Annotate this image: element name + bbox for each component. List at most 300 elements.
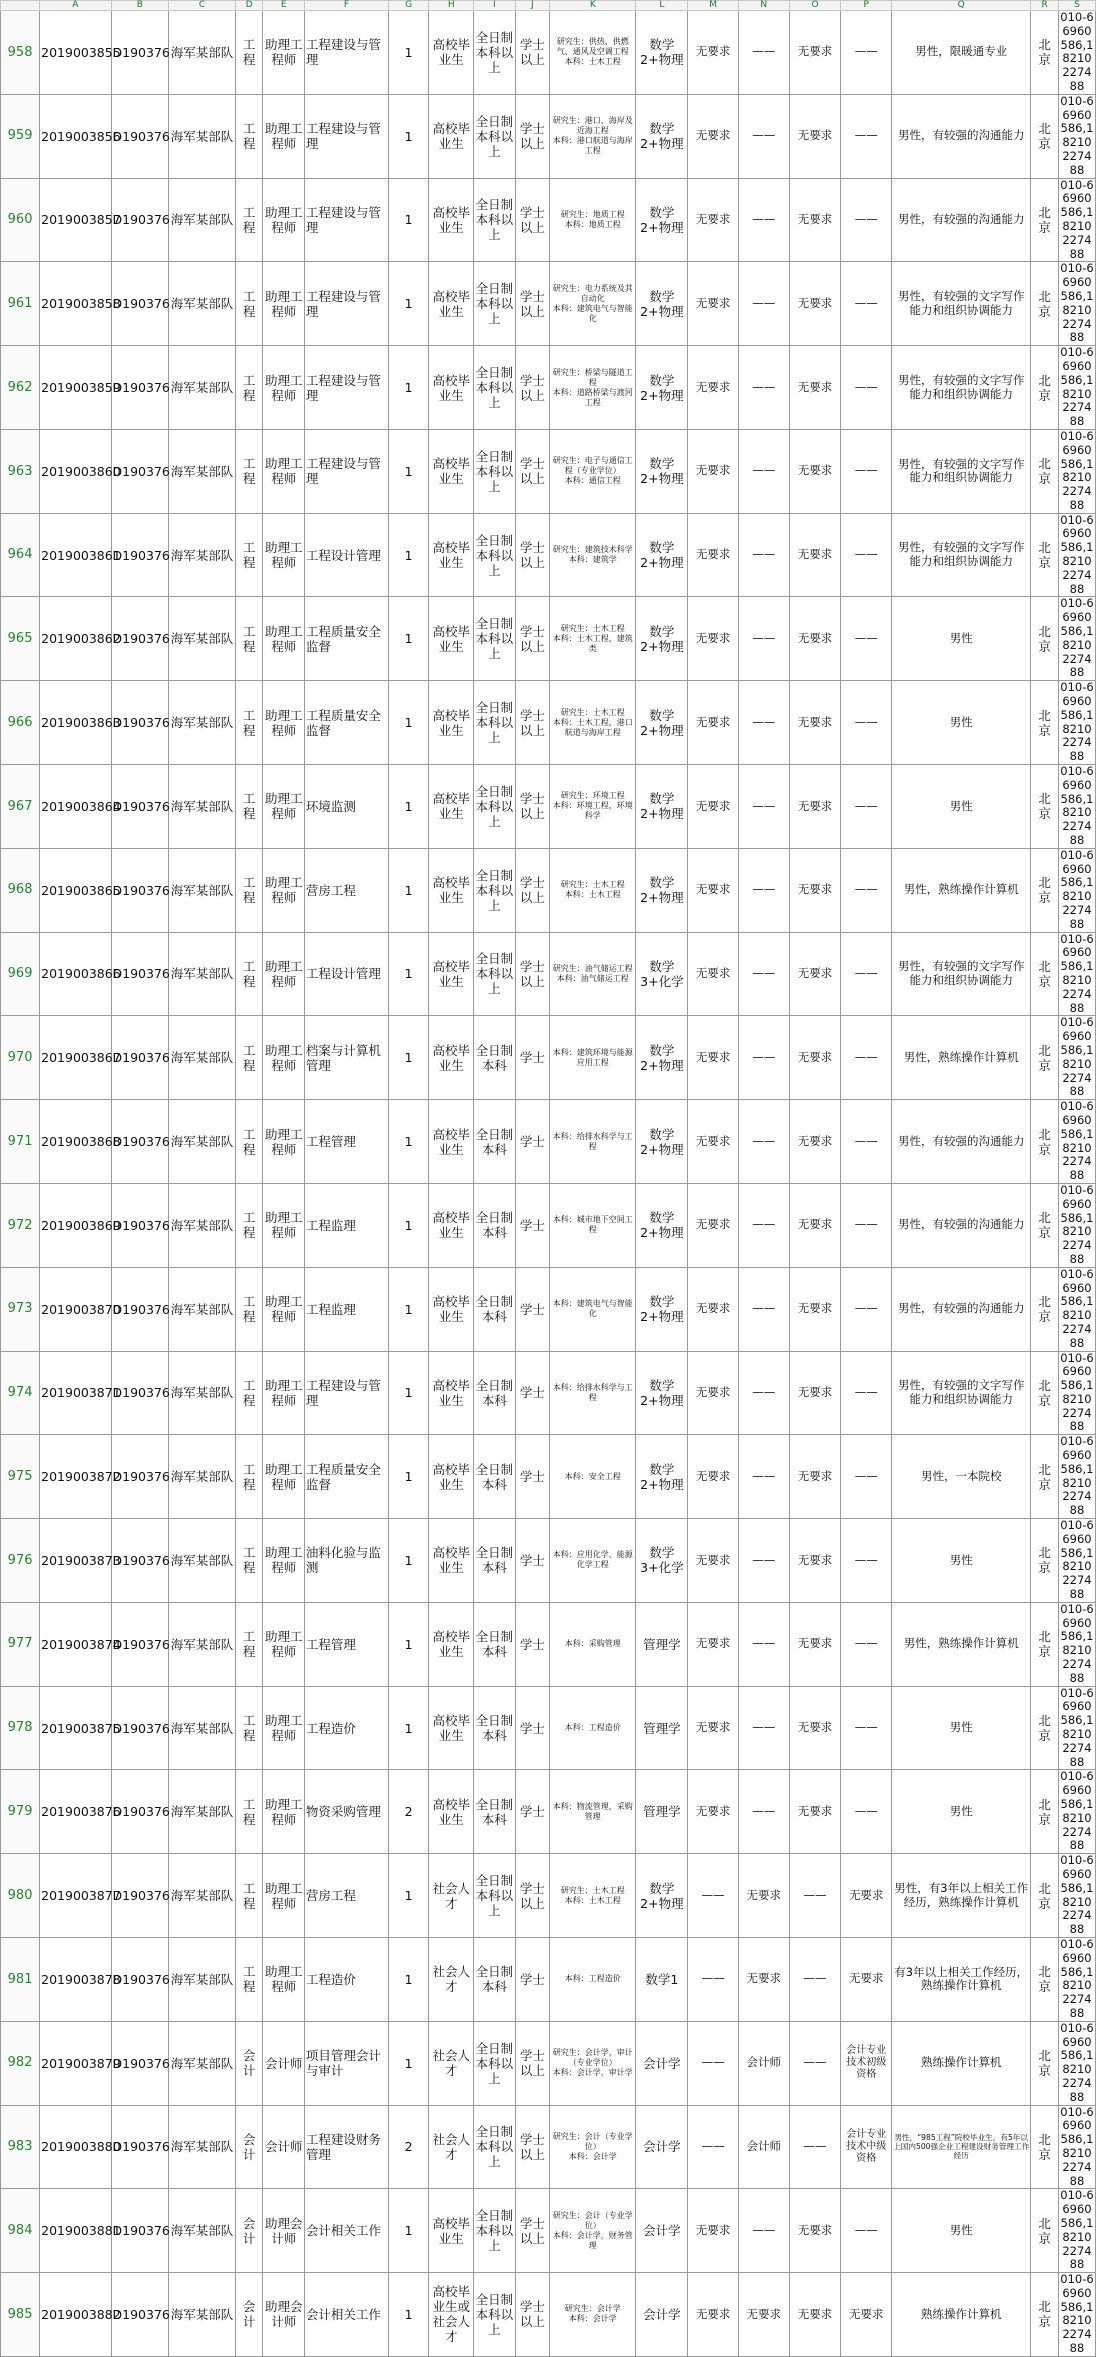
degree-cell[interactable]: 学士 bbox=[515, 1770, 550, 1854]
exam-subject-cell[interactable]: 数学2+物理 bbox=[636, 1435, 688, 1519]
position-code-cell[interactable]: 2019003874 bbox=[40, 1602, 111, 1686]
requirement-m-cell[interactable]: 无要求 bbox=[688, 1686, 739, 1770]
column-header[interactable]: H bbox=[429, 1, 474, 11]
position-name-cell[interactable]: 环境监测 bbox=[304, 765, 388, 849]
unit-code-cell[interactable]: D190376 bbox=[111, 1435, 169, 1519]
requirement-p-cell[interactable]: —— bbox=[841, 429, 892, 513]
phone-cell[interactable]: 010-66960586,18210227488 bbox=[1060, 1182, 1094, 1266]
candidate-source-cell[interactable]: 高校毕业生 bbox=[429, 2189, 474, 2273]
requirement-n-cell[interactable]: 无要求 bbox=[738, 1937, 789, 2021]
position-code-cell[interactable]: 2019003856 bbox=[40, 94, 111, 178]
requirement-p-cell[interactable]: —— bbox=[841, 1686, 892, 1770]
requirement-m-cell[interactable]: 无要求 bbox=[688, 2189, 739, 2273]
requirement-m-cell[interactable]: 无要求 bbox=[688, 1183, 739, 1267]
requirement-p-cell[interactable]: —— bbox=[841, 2189, 892, 2273]
unit-code-cell[interactable]: D190376 bbox=[111, 932, 169, 1016]
requirement-m-cell[interactable]: 无要求 bbox=[688, 765, 739, 849]
degree-cell[interactable]: 学士以上 bbox=[515, 2189, 550, 2273]
candidate-source-cell[interactable]: 高校毕业生 bbox=[429, 178, 474, 262]
candidate-source-cell[interactable]: 高校毕业生 bbox=[429, 1519, 474, 1603]
phone-cell[interactable]: 010-66960586,18210227488 bbox=[1060, 847, 1094, 931]
unit-code-cell[interactable]: D190376 bbox=[111, 1770, 169, 1854]
requirement-m-cell[interactable]: 无要求 bbox=[688, 2273, 739, 2357]
education-cell[interactable]: 全日制本科 bbox=[474, 1267, 515, 1351]
phone-cell[interactable]: 010-66960586,18210227488 bbox=[1060, 1936, 1094, 2020]
phone-cell[interactable]: 010-66960586,18210227488 bbox=[1060, 177, 1094, 261]
row-number-cell[interactable]: 980 bbox=[1, 1854, 40, 1938]
remark-cell[interactable]: 男性 bbox=[892, 1686, 1031, 1770]
phone-cell[interactable]: 010-66960586,18210227488 bbox=[1060, 596, 1094, 680]
column-header[interactable]: G bbox=[388, 1, 428, 11]
unit-code-cell[interactable]: D190376 bbox=[111, 513, 169, 597]
candidate-source-cell[interactable]: 高校毕业生 bbox=[429, 932, 474, 1016]
requirement-p-cell[interactable]: —— bbox=[841, 1267, 892, 1351]
major-cell[interactable]: 研究生：土木工程 本科：土木工程 bbox=[550, 848, 636, 932]
requirement-o-cell[interactable]: 无要求 bbox=[789, 1770, 841, 1854]
education-cell[interactable]: 全日制本科 bbox=[474, 1100, 515, 1184]
job-title-cell[interactable]: 助理工程师 bbox=[263, 1267, 304, 1351]
position-name-cell[interactable]: 项目管理会计与审计 bbox=[304, 2021, 388, 2105]
headcount-cell[interactable]: 1 bbox=[388, 1351, 428, 1435]
column-header[interactable]: A bbox=[40, 1, 111, 11]
requirement-n-cell[interactable]: —— bbox=[738, 597, 789, 681]
headcount-cell[interactable]: 1 bbox=[388, 848, 428, 932]
remark-cell[interactable]: 男性，“985工程”院校毕业生，有5年以上国内500强企业工程建设财务管理工作经历 bbox=[892, 2105, 1031, 2189]
degree-cell[interactable]: 学士以上 bbox=[515, 11, 550, 95]
row-number-cell[interactable]: 967 bbox=[1, 765, 40, 849]
position-code-cell[interactable]: 2019003862 bbox=[40, 597, 111, 681]
candidate-source-cell[interactable]: 高校毕业生 bbox=[429, 1267, 474, 1351]
exam-subject-cell[interactable]: 数学2+物理 bbox=[636, 1267, 688, 1351]
requirement-o-cell[interactable]: 无要求 bbox=[789, 681, 841, 765]
requirement-m-cell[interactable]: 无要求 bbox=[688, 848, 739, 932]
requirement-m-cell[interactable]: 无要求 bbox=[688, 1100, 739, 1184]
requirement-m-cell[interactable]: 无要求 bbox=[688, 11, 739, 95]
education-cell[interactable]: 全日制本科以上 bbox=[474, 429, 515, 513]
headcount-cell[interactable]: 1 bbox=[388, 2273, 428, 2357]
job-title-cell[interactable]: 助理工程师 bbox=[263, 1937, 304, 2021]
remark-cell[interactable]: 男性 bbox=[892, 765, 1031, 849]
requirement-n-cell[interactable]: —— bbox=[738, 1351, 789, 1435]
row-number-cell[interactable]: 972 bbox=[1, 1183, 40, 1267]
exam-subject-cell[interactable]: 数学2+物理 bbox=[636, 513, 688, 597]
department-cell[interactable]: 海军某部队 bbox=[169, 597, 236, 681]
department-cell[interactable]: 海军某部队 bbox=[169, 1686, 236, 1770]
phone-cell[interactable]: 010-66960586,18210227488 bbox=[1060, 2020, 1094, 2104]
location-cell[interactable]: 北京 bbox=[1031, 429, 1059, 513]
education-cell[interactable]: 全日制本科 bbox=[474, 1686, 515, 1770]
requirement-p-cell[interactable]: —— bbox=[841, 1435, 892, 1519]
major-cell[interactable]: 研究生：会计学 本科：会计学 bbox=[550, 2273, 636, 2357]
exam-subject-cell[interactable]: 数学2+物理 bbox=[636, 765, 688, 849]
headcount-cell[interactable]: 1 bbox=[388, 1100, 428, 1184]
phone-cell[interactable]: 010-66960586,18210227488 bbox=[1060, 764, 1094, 848]
unit-code-cell[interactable]: D190376 bbox=[111, 1267, 169, 1351]
candidate-source-cell[interactable]: 社会人才 bbox=[429, 1854, 474, 1938]
department-cell[interactable]: 海军某部队 bbox=[169, 262, 236, 346]
position-name-cell[interactable]: 工程建设与管理 bbox=[304, 11, 388, 95]
location-cell[interactable]: 北京 bbox=[1031, 1602, 1059, 1686]
education-cell[interactable]: 全日制本科以上 bbox=[474, 2273, 515, 2357]
candidate-source-cell[interactable]: 高校毕业生 bbox=[429, 429, 474, 513]
candidate-source-cell[interactable]: 高校毕业生 bbox=[429, 1686, 474, 1770]
remark-cell[interactable]: 男性，熟练操作计算机 bbox=[892, 848, 1031, 932]
unit-code-cell[interactable]: D190376 bbox=[111, 848, 169, 932]
column-header[interactable]: J bbox=[515, 1, 550, 11]
category-cell[interactable]: 工程 bbox=[235, 765, 263, 849]
position-name-cell[interactable]: 物资采购管理 bbox=[304, 1770, 388, 1854]
row-number-cell[interactable]: 962 bbox=[1, 346, 40, 430]
headcount-cell[interactable]: 2 bbox=[388, 2105, 428, 2189]
location-cell[interactable]: 北京 bbox=[1031, 1016, 1059, 1100]
location-cell[interactable]: 北京 bbox=[1031, 681, 1059, 765]
category-cell[interactable]: 会计 bbox=[235, 2105, 263, 2189]
requirement-m-cell[interactable]: —— bbox=[688, 2105, 739, 2189]
row-number-cell[interactable]: 969 bbox=[1, 932, 40, 1016]
department-cell[interactable]: 海军某部队 bbox=[169, 2021, 236, 2105]
category-cell[interactable]: 工程 bbox=[235, 11, 263, 95]
requirement-n-cell[interactable]: —— bbox=[738, 1016, 789, 1100]
requirement-p-cell[interactable]: —— bbox=[841, 932, 892, 1016]
unit-code-cell[interactable]: D190376 bbox=[111, 262, 169, 346]
requirement-p-cell[interactable]: 会计专业技术初级资格 bbox=[841, 2021, 892, 2105]
exam-subject-cell[interactable]: 数学2+物理 bbox=[636, 1854, 688, 1938]
major-cell[interactable]: 研究生：桥梁与隧道工程 本科：道路桥梁与渡河工程 bbox=[550, 346, 636, 430]
row-number-cell[interactable]: 958 bbox=[1, 11, 40, 95]
category-cell[interactable]: 工程 bbox=[235, 178, 263, 262]
major-cell[interactable]: 本科：物流管理，采购管理 bbox=[550, 1770, 636, 1854]
location-cell[interactable]: 北京 bbox=[1031, 262, 1059, 346]
job-title-cell[interactable]: 助理工程师 bbox=[263, 765, 304, 849]
row-number-cell[interactable]: 985 bbox=[1, 2273, 40, 2357]
education-cell[interactable]: 全日制本科以上 bbox=[474, 2105, 515, 2189]
category-cell[interactable]: 工程 bbox=[235, 262, 263, 346]
remark-cell[interactable]: 男性，熟练操作计算机 bbox=[892, 1602, 1031, 1686]
job-title-cell[interactable]: 助理工程师 bbox=[263, 429, 304, 513]
major-cell[interactable]: 本科：给排水科学与工程 bbox=[550, 1100, 636, 1184]
requirement-p-cell[interactable]: —— bbox=[841, 1602, 892, 1686]
education-cell[interactable]: 全日制本科 bbox=[474, 1183, 515, 1267]
headcount-cell[interactable]: 1 bbox=[388, 1435, 428, 1519]
major-cell[interactable]: 研究生：供热、供燃气、通风及空调工程 本科：土木工程 bbox=[550, 11, 636, 95]
degree-cell[interactable]: 学士以上 bbox=[515, 681, 550, 765]
department-cell[interactable]: 海军某部队 bbox=[169, 681, 236, 765]
requirement-n-cell[interactable]: —— bbox=[738, 1770, 789, 1854]
headcount-cell[interactable]: 1 bbox=[388, 262, 428, 346]
remark-cell[interactable]: 男性 bbox=[892, 2189, 1031, 2273]
row-number-cell[interactable]: 959 bbox=[1, 94, 40, 178]
category-cell[interactable]: 工程 bbox=[235, 848, 263, 932]
degree-cell[interactable]: 学士以上 bbox=[515, 2105, 550, 2189]
category-cell[interactable]: 工程 bbox=[235, 1686, 263, 1770]
requirement-m-cell[interactable]: 无要求 bbox=[688, 681, 739, 765]
major-cell[interactable]: 研究生：会计（专业学位） 本科：会计学，财务管理 bbox=[550, 2189, 636, 2273]
headcount-cell[interactable]: 2 bbox=[388, 1770, 428, 1854]
phone-cell[interactable]: 010-66960586,18210227488 bbox=[1060, 1266, 1094, 1350]
requirement-p-cell[interactable]: 无要求 bbox=[841, 2273, 892, 2357]
education-cell[interactable]: 全日制本科 bbox=[474, 1770, 515, 1854]
degree-cell[interactable]: 学士 bbox=[515, 1183, 550, 1267]
location-cell[interactable]: 北京 bbox=[1031, 1435, 1059, 1519]
headcount-cell[interactable]: 1 bbox=[388, 597, 428, 681]
exam-subject-cell[interactable]: 数学1 bbox=[636, 1937, 688, 2021]
job-title-cell[interactable]: 助理工程师 bbox=[263, 1435, 304, 1519]
requirement-o-cell[interactable]: 无要求 bbox=[789, 1435, 841, 1519]
unit-code-cell[interactable]: D190376 bbox=[111, 765, 169, 849]
education-cell[interactable]: 全日制本科 bbox=[474, 1602, 515, 1686]
position-name-cell[interactable]: 工程质量安全监督 bbox=[304, 597, 388, 681]
candidate-source-cell[interactable]: 高校毕业生 bbox=[429, 94, 474, 178]
remark-cell[interactable]: 男性 bbox=[892, 681, 1031, 765]
category-cell[interactable]: 工程 bbox=[235, 513, 263, 597]
degree-cell[interactable]: 学士 bbox=[515, 1602, 550, 1686]
major-cell[interactable]: 研究生：油气储运工程 本科：油气储运工程 bbox=[550, 932, 636, 1016]
requirement-n-cell[interactable]: —— bbox=[738, 346, 789, 430]
position-name-cell[interactable]: 工程管理 bbox=[304, 1100, 388, 1184]
position-name-cell[interactable]: 工程建设与管理 bbox=[304, 346, 388, 430]
phone-cell[interactable]: 010-66960586,18210227488 bbox=[1060, 1685, 1094, 1769]
requirement-m-cell[interactable]: 无要求 bbox=[688, 94, 739, 178]
phone-cell[interactable]: 010-66960586,18210227488 bbox=[1060, 1518, 1094, 1602]
candidate-source-cell[interactable]: 高校毕业生 bbox=[429, 848, 474, 932]
candidate-source-cell[interactable]: 高校毕业生或社会人才 bbox=[429, 2273, 474, 2357]
requirement-m-cell[interactable]: 无要求 bbox=[688, 932, 739, 1016]
unit-code-cell[interactable]: D190376 bbox=[111, 1016, 169, 1100]
requirement-o-cell[interactable]: 无要求 bbox=[789, 1686, 841, 1770]
exam-subject-cell[interactable]: 数学2+物理 bbox=[636, 681, 688, 765]
category-cell[interactable]: 工程 bbox=[235, 597, 263, 681]
degree-cell[interactable]: 学士 bbox=[515, 1351, 550, 1435]
unit-code-cell[interactable]: D190376 bbox=[111, 11, 169, 95]
position-name-cell[interactable]: 工程监理 bbox=[304, 1267, 388, 1351]
requirement-n-cell[interactable]: —— bbox=[738, 681, 789, 765]
major-cell[interactable]: 研究生：电力系统及其自动化 本科：建筑电气与智能化 bbox=[550, 262, 636, 346]
major-cell[interactable]: 本科：采购管理 bbox=[550, 1602, 636, 1686]
requirement-p-cell[interactable]: —— bbox=[841, 262, 892, 346]
location-cell[interactable]: 北京 bbox=[1031, 1519, 1059, 1603]
education-cell[interactable]: 全日制本科以上 bbox=[474, 848, 515, 932]
column-header[interactable]: L bbox=[636, 1, 688, 11]
column-header[interactable]: R bbox=[1031, 1, 1059, 11]
candidate-source-cell[interactable]: 高校毕业生 bbox=[429, 513, 474, 597]
row-number-cell[interactable]: 976 bbox=[1, 1519, 40, 1603]
position-name-cell[interactable]: 工程设计管理 bbox=[304, 932, 388, 1016]
major-cell[interactable]: 本科：建筑环境与能源应用工程 bbox=[550, 1016, 636, 1100]
remark-cell[interactable]: 男性，有较强的文字写作能力和组织协调能力 bbox=[892, 429, 1031, 513]
job-title-cell[interactable]: 助理工程师 bbox=[263, 178, 304, 262]
requirement-p-cell[interactable]: 无要求 bbox=[841, 1937, 892, 2021]
candidate-source-cell[interactable]: 社会人才 bbox=[429, 2021, 474, 2105]
column-header[interactable]: D bbox=[235, 1, 263, 11]
location-cell[interactable]: 北京 bbox=[1031, 1854, 1059, 1938]
department-cell[interactable]: 海军某部队 bbox=[169, 1267, 236, 1351]
position-code-cell[interactable]: 2019003880 bbox=[40, 2105, 111, 2189]
job-title-cell[interactable]: 助理工程师 bbox=[263, 597, 304, 681]
requirement-o-cell[interactable]: 无要求 bbox=[789, 346, 841, 430]
exam-subject-cell[interactable]: 数学3+化学 bbox=[636, 932, 688, 1016]
row-number-cell[interactable]: 984 bbox=[1, 2189, 40, 2273]
position-code-cell[interactable]: 2019003863 bbox=[40, 681, 111, 765]
degree-cell[interactable]: 学士 bbox=[515, 1100, 550, 1184]
unit-code-cell[interactable]: D190376 bbox=[111, 178, 169, 262]
position-name-cell[interactable]: 工程质量安全监督 bbox=[304, 1435, 388, 1519]
position-code-cell[interactable]: 2019003859 bbox=[40, 346, 111, 430]
requirement-o-cell[interactable]: —— bbox=[789, 1937, 841, 2021]
phone-cell[interactable]: 010-66960586,18210227488 bbox=[1060, 680, 1094, 764]
exam-subject-cell[interactable]: 会计学 bbox=[636, 2189, 688, 2273]
requirement-o-cell[interactable]: 无要求 bbox=[789, 932, 841, 1016]
requirement-n-cell[interactable]: —— bbox=[738, 513, 789, 597]
candidate-source-cell[interactable]: 高校毕业生 bbox=[429, 1602, 474, 1686]
education-cell[interactable]: 全日制本科 bbox=[474, 1937, 515, 2021]
category-cell[interactable]: 会计 bbox=[235, 2189, 263, 2273]
phone-cell[interactable]: 010-66960586,18210227488 bbox=[1060, 428, 1094, 512]
education-cell[interactable]: 全日制本科 bbox=[474, 1351, 515, 1435]
major-cell[interactable]: 研究生：港口、海岸及近海工程 本科：港口航道与海岸工程 bbox=[550, 94, 636, 178]
unit-code-cell[interactable]: D190376 bbox=[111, 1519, 169, 1603]
candidate-source-cell[interactable]: 社会人才 bbox=[429, 2105, 474, 2189]
candidate-source-cell[interactable]: 高校毕业生 bbox=[429, 681, 474, 765]
headcount-cell[interactable]: 1 bbox=[388, 681, 428, 765]
education-cell[interactable]: 全日制本科以上 bbox=[474, 94, 515, 178]
category-cell[interactable]: 工程 bbox=[235, 429, 263, 513]
location-cell[interactable]: 北京 bbox=[1031, 1686, 1059, 1770]
location-cell[interactable]: 北京 bbox=[1031, 1351, 1059, 1435]
degree-cell[interactable]: 学士以上 bbox=[515, 765, 550, 849]
requirement-o-cell[interactable]: 无要求 bbox=[789, 765, 841, 849]
requirement-o-cell[interactable]: 无要求 bbox=[789, 11, 841, 95]
column-header[interactable]: M bbox=[688, 1, 739, 11]
requirement-n-cell[interactable]: 会计师 bbox=[738, 2021, 789, 2105]
requirement-n-cell[interactable]: —— bbox=[738, 1100, 789, 1184]
category-cell[interactable]: 工程 bbox=[235, 1100, 263, 1184]
requirement-n-cell[interactable]: —— bbox=[738, 1602, 789, 1686]
category-cell[interactable]: 工程 bbox=[235, 1267, 263, 1351]
location-cell[interactable]: 北京 bbox=[1031, 11, 1059, 95]
exam-subject-cell[interactable]: 数学2+物理 bbox=[636, 1183, 688, 1267]
position-code-cell[interactable]: 2019003872 bbox=[40, 1435, 111, 1519]
requirement-n-cell[interactable]: 无要求 bbox=[738, 1854, 789, 1938]
requirement-p-cell[interactable]: —— bbox=[841, 513, 892, 597]
corner-cell[interactable] bbox=[1, 1, 40, 11]
category-cell[interactable]: 工程 bbox=[235, 1435, 263, 1519]
degree-cell[interactable]: 学士以上 bbox=[515, 2021, 550, 2105]
job-title-cell[interactable]: 助理工程师 bbox=[263, 1183, 304, 1267]
position-name-cell[interactable]: 会计相关工作 bbox=[304, 2273, 388, 2357]
department-cell[interactable]: 海军某部队 bbox=[169, 1351, 236, 1435]
exam-subject-cell[interactable]: 管理学 bbox=[636, 1770, 688, 1854]
unit-code-cell[interactable]: D190376 bbox=[111, 681, 169, 765]
degree-cell[interactable]: 学士 bbox=[515, 1519, 550, 1603]
location-cell[interactable]: 北京 bbox=[1031, 1183, 1059, 1267]
requirement-o-cell[interactable]: 无要求 bbox=[789, 1016, 841, 1100]
headcount-cell[interactable]: 1 bbox=[388, 94, 428, 178]
education-cell[interactable]: 全日制本科以上 bbox=[474, 765, 515, 849]
headcount-cell[interactable]: 1 bbox=[388, 2189, 428, 2273]
category-cell[interactable]: 工程 bbox=[235, 346, 263, 430]
department-cell[interactable]: 海军某部队 bbox=[169, 1435, 236, 1519]
position-code-cell[interactable]: 2019003871 bbox=[40, 1351, 111, 1435]
requirement-n-cell[interactable]: —— bbox=[738, 1183, 789, 1267]
position-code-cell[interactable]: 2019003870 bbox=[40, 1267, 111, 1351]
headcount-cell[interactable]: 1 bbox=[388, 932, 428, 1016]
job-title-cell[interactable]: 助理会计师 bbox=[263, 2189, 304, 2273]
remark-cell[interactable]: 男性，有较强的沟通能力 bbox=[892, 1267, 1031, 1351]
job-title-cell[interactable]: 助理工程师 bbox=[263, 346, 304, 430]
education-cell[interactable]: 全日制本科以上 bbox=[474, 2189, 515, 2273]
requirement-p-cell[interactable]: —— bbox=[841, 1351, 892, 1435]
category-cell[interactable]: 工程 bbox=[235, 1770, 263, 1854]
unit-code-cell[interactable]: D190376 bbox=[111, 2021, 169, 2105]
requirement-p-cell[interactable]: —— bbox=[841, 765, 892, 849]
remark-cell[interactable]: 男性，有3年以上相关工作经历，熟练操作计算机 bbox=[892, 1854, 1031, 1938]
major-cell[interactable]: 本科：工程造价 bbox=[550, 1686, 636, 1770]
location-cell[interactable]: 北京 bbox=[1031, 1937, 1059, 2021]
column-header[interactable]: S bbox=[1059, 1, 1096, 11]
position-code-cell[interactable]: 2019003876 bbox=[40, 1770, 111, 1854]
remark-cell[interactable]: 男性，熟练操作计算机 bbox=[892, 1016, 1031, 1100]
position-name-cell[interactable]: 营房工程 bbox=[304, 848, 388, 932]
headcount-cell[interactable]: 1 bbox=[388, 1602, 428, 1686]
major-cell[interactable]: 研究生：会计学，审计（专业学位） 本科：会计学，审计学 bbox=[550, 2021, 636, 2105]
requirement-o-cell[interactable]: 无要求 bbox=[789, 1602, 841, 1686]
position-code-cell[interactable]: 2019003869 bbox=[40, 1183, 111, 1267]
exam-subject-cell[interactable]: 数学2+物理 bbox=[636, 1100, 688, 1184]
category-cell[interactable]: 工程 bbox=[235, 1519, 263, 1603]
phone-cell[interactable]: 010-66960586,18210227488 bbox=[1060, 512, 1094, 596]
department-cell[interactable]: 海军某部队 bbox=[169, 429, 236, 513]
department-cell[interactable]: 海军某部队 bbox=[169, 2105, 236, 2189]
phone-cell[interactable]: 010-66960586,18210227488 bbox=[1060, 1015, 1094, 1099]
job-title-cell[interactable]: 会计师 bbox=[263, 2021, 304, 2105]
degree-cell[interactable]: 学士以上 bbox=[515, 429, 550, 513]
remark-cell[interactable]: 熟练操作计算机 bbox=[892, 2021, 1031, 2105]
headcount-cell[interactable]: 1 bbox=[388, 765, 428, 849]
exam-subject-cell[interactable]: 会计学 bbox=[636, 2105, 688, 2189]
row-number-cell[interactable]: 973 bbox=[1, 1267, 40, 1351]
education-cell[interactable]: 全日制本科以上 bbox=[474, 2021, 515, 2105]
unit-code-cell[interactable]: D190376 bbox=[111, 2105, 169, 2189]
row-number-cell[interactable]: 964 bbox=[1, 513, 40, 597]
job-title-cell[interactable]: 助理工程师 bbox=[263, 681, 304, 765]
column-header[interactable]: N bbox=[738, 1, 789, 11]
phone-cell[interactable]: 010-66960586,18210227488 bbox=[1060, 1769, 1094, 1853]
department-cell[interactable]: 海军某部队 bbox=[169, 1016, 236, 1100]
requirement-n-cell[interactable]: —— bbox=[738, 1435, 789, 1519]
education-cell[interactable]: 全日制本科以上 bbox=[474, 1854, 515, 1938]
position-name-cell[interactable]: 档案与计算机管理 bbox=[304, 1016, 388, 1100]
requirement-o-cell[interactable]: —— bbox=[789, 2105, 841, 2189]
location-cell[interactable]: 北京 bbox=[1031, 2105, 1059, 2189]
requirement-n-cell[interactable]: —— bbox=[738, 765, 789, 849]
requirement-m-cell[interactable]: 无要求 bbox=[688, 429, 739, 513]
requirement-o-cell[interactable]: 无要求 bbox=[789, 1100, 841, 1184]
requirement-o-cell[interactable]: 无要求 bbox=[789, 429, 841, 513]
education-cell[interactable]: 全日制本科以上 bbox=[474, 346, 515, 430]
department-cell[interactable]: 海军某部队 bbox=[169, 1519, 236, 1603]
exam-subject-cell[interactable]: 数学2+物理 bbox=[636, 178, 688, 262]
major-cell[interactable]: 本科：城市地下空间工程 bbox=[550, 1183, 636, 1267]
major-cell[interactable]: 本科：工程造价 bbox=[550, 1937, 636, 2021]
job-title-cell[interactable]: 助理工程师 bbox=[263, 1686, 304, 1770]
position-code-cell[interactable]: 2019003875 bbox=[40, 1686, 111, 1770]
candidate-source-cell[interactable]: 高校毕业生 bbox=[429, 262, 474, 346]
candidate-source-cell[interactable]: 高校毕业生 bbox=[429, 11, 474, 95]
department-cell[interactable]: 海军某部队 bbox=[169, 932, 236, 1016]
candidate-source-cell[interactable]: 高校毕业生 bbox=[429, 1100, 474, 1184]
major-cell[interactable]: 研究生：土木工程 本科：土木工程，建筑类 bbox=[550, 597, 636, 681]
degree-cell[interactable]: 学士以上 bbox=[515, 597, 550, 681]
